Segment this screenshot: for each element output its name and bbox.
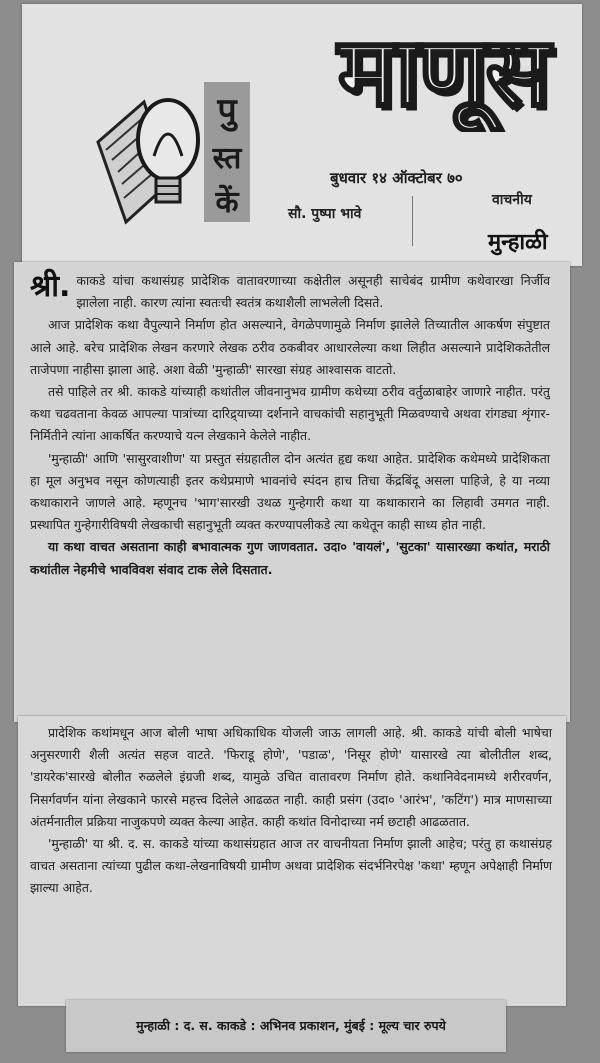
dateline: बुधवार १४ ऑक्टोबर ७० xyxy=(330,169,463,187)
logo-letter-1: पु xyxy=(217,91,237,131)
article-body-2 xyxy=(30,722,552,900)
masthead-title: माणूस xyxy=(337,15,549,128)
paragraph: 'मुन्हाळी' आणि 'सासुरवाशीण' या प्रस्तुत संग्रहातील दोन अत्यंत हृद्य कथा आहेत. प्रादेशिक कथेमध्ये प्रादेशिकता हा मूल अनुभव नसून कोणत्याही इतर कथेप्रमाणे भावनांचे स्पंदन हाच तिचा केंद्रबिंदू असला पाहिजे, हे या नव्या कथाकाराने जाणले आहे. म्हणूनच 'भाग'सारखी उथळ गुन्हेगारी कथा या कथाकाराने का लिहावी उमगत नाही. प्रस्थापित गुन्हेगारीविषयी लेखकाची सहानुभूती व्यक्त करण्यापलीकडे त्या कथेतून काही साध्य होत नाही. xyxy=(30,450,550,533)
logo-letter-3: कें xyxy=(215,185,239,220)
paragraph: आज प्रादेशिक कथा वैपुल्याने निर्माण होत असल्याने, वेगळेपणामुळे निर्माण झालेले तिच्यातील आकर्षण संपुष्टात आले आहे. बरेच प्रादेशिक लेखन करणारे लेखक ठरीव ठकबीवर आधारलेल्या कथा लिहीत असल्याने प्रादेशिकतेतील ताजेपणा नाहीसा झाला आहे. अशा वेळी 'मुन्हाळी' सारखा संग्रह आश्वासक वाटतो. xyxy=(30,317,550,377)
author-name: सौ. पुष्पा भावे xyxy=(288,206,362,222)
header-divider xyxy=(412,196,413,246)
book-title: मुन्हाळी xyxy=(488,230,548,255)
paragraph: या कथा वाचत असताना काही बभावात्मक गुण जाणवतात. उदा० 'वायलं', 'सुटका' यासारख्या कथांत, मराठी कथांतील नेहमीचे भावविवश संवाद टाक लेले दिसतात. xyxy=(30,539,550,577)
bulb-book-logo-icon xyxy=(92,72,252,232)
article-body-1 xyxy=(30,270,550,581)
dropcap: श्री. xyxy=(30,269,71,304)
logo-letter-2: स्त xyxy=(212,141,242,176)
section-label: वाचनीय xyxy=(492,192,532,208)
paragraph xyxy=(30,270,550,314)
paragraph-text: काकडे यांचा कथासंग्रह प्रादेशिक वातावरणाच्या कक्षेतील असूनही साचेबंद ग्रामीण कथेवारखा निर्जीव झालेला नाही. कारण त्यांना स्वतःची स्वतंत्र कथाशैली लाभलेली दिसते. xyxy=(76,273,550,311)
paragraph: तसे पाहिले तर श्री. काकडे यांच्याही कथांतील जीवनानुभव ग्रामीण कथेच्या ठरीव वर्तुळाबाहेर जाणारे नाहीत. परंतु कथा चढवताना केवळ आपल्या पात्रांच्या दारिद्र्याच्या दर्शनाने वाचकांची सहानुभूती मिळवण्याचे अथवा रांगड्या शृंगार-निर्मितीने त्यांना आकर्षित करण्याचे यत्न लेखकाने केलेले नाहीत. xyxy=(30,384,550,444)
paragraph: प्रादेशिक कथांमधून आज बोली भाषा अधिकाधिक योजली जाऊ लागली आहे. श्री. काकडे यांची बोली भाषेचा अनुसरणारी शैली अत्यंत सहज वाटते. 'फिराडू होणे', 'पडाळ', 'निसूर होणे' यासारखे त्या बोलीतील शब्द, 'डायरेक'सारखे बोलीत रुळलेले इंग्रजी शब्द, यामुळे उचित वातावरण निर्माण होते. कथानिवेदनामध्ये शरीरवर्णन, निसर्गवर्णन यांना लेखकाने फारसे महत्त्व दिलेले आढळत नाही. काही प्रसंग (उदा० 'आरंभ', 'कटिंग') मात्र माणसाच्या अंतर्मनातील प्रक्रिया नाजुकपणे व्यक्त केल्या आहेत. काही कथांत विनोदाच्या नर्म छटाही आढळतात. xyxy=(30,725,552,829)
paragraph: 'मुन्हाळी' या श्री. द. स. काकडे यांच्या कथासंग्रहात आज तर वाचनीयता निर्माण झाली आहेच; परंतु हा कथासंग्रह वाचत असताना त्यांच्या पुढील कथा-लेखनाविषयी ग्रामीण अथवा प्रादेशिक संदर्भनिरपेक्ष 'कथा' म्हणून अपेक्षाही निर्माण झाल्या आहेत. xyxy=(30,836,552,896)
book-citation: मुन्हाळी : द. स. काकडे : अभिनव प्रकाशन, मुंबई : मूल्य चार रुपये xyxy=(136,1018,446,1033)
